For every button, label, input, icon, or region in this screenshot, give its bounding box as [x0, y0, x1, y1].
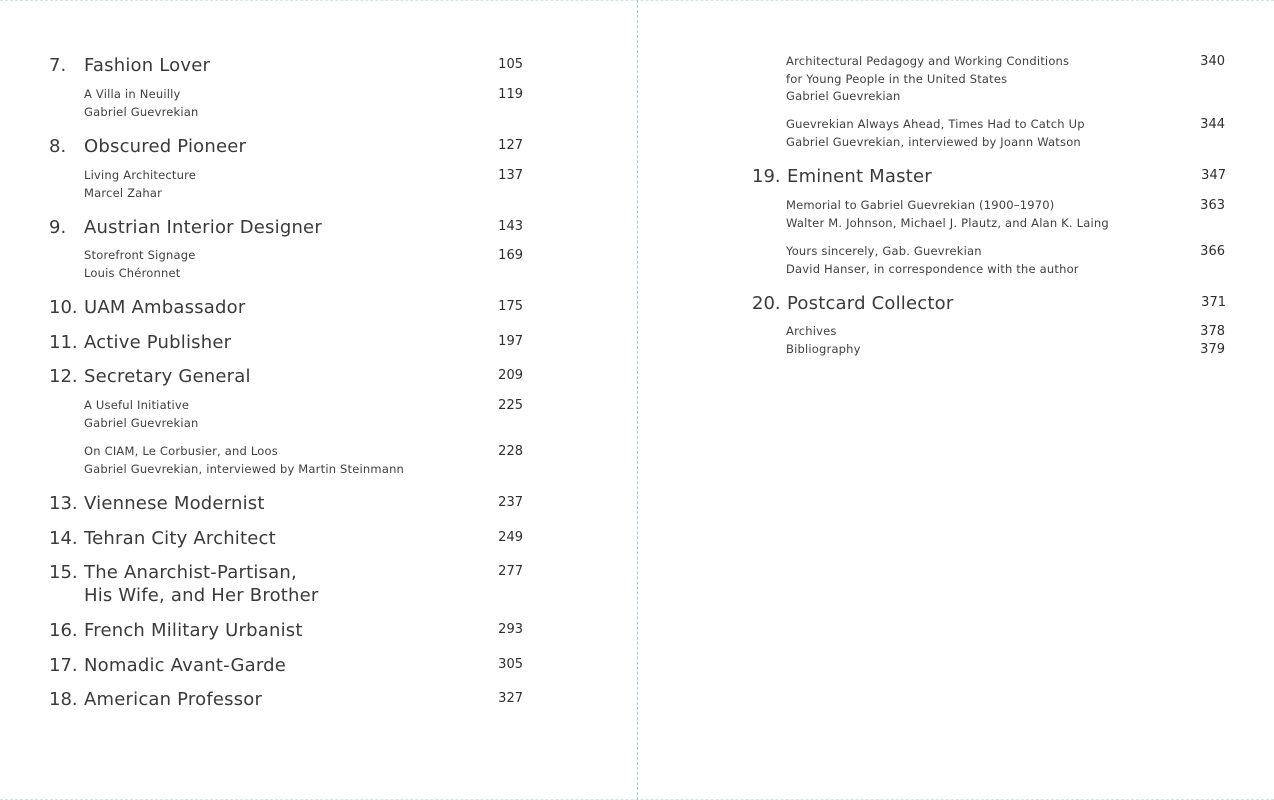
subentry-title: Guevrekian Always Ahead, Times Had to Catch Up	[786, 117, 1085, 131]
subentry-author: Gabriel Guevrekian	[84, 415, 199, 430]
right-page	[638, 0, 1274, 800]
subentry-page: 340	[1200, 54, 1225, 69]
chapter-number: 9.	[49, 217, 67, 238]
chapter-title: Postcard Collector	[787, 293, 954, 314]
subentry-page: 344	[1200, 117, 1225, 132]
subentry-title: Bibliography	[786, 342, 861, 356]
chapter-number: 17.	[49, 655, 78, 676]
chapter-page: 197	[498, 334, 523, 349]
subentry-author: Gabriel Guevrekian, interviewed by Martin Steinmann	[84, 461, 405, 476]
chapter-title: Secretary General	[84, 366, 251, 387]
subentry-page: 366	[1200, 244, 1225, 259]
chapter-page: 175	[498, 299, 523, 314]
chapter-title: Active Publisher	[84, 332, 232, 353]
subentry-title: Yours sincerely, Gab. Guevrekian	[786, 244, 982, 258]
subentry-author: Louis Chéronnet	[84, 265, 181, 280]
chapter-title: Fashion Lover	[84, 55, 211, 76]
chapter-number: 7.	[49, 55, 67, 76]
subentry-author: Gabriel Guevrekian	[84, 104, 199, 119]
chapter-title: Eminent Master	[787, 166, 932, 187]
subentry[interactable]	[84, 86, 523, 121]
chapter-number: 12.	[49, 366, 78, 387]
subentry[interactable]	[786, 197, 1225, 232]
chapter-title: Obscured Pioneer	[84, 136, 247, 157]
subentry-title: Archives	[786, 324, 837, 338]
chapter-page: 209	[498, 368, 523, 383]
chapter-number: 14.	[49, 528, 78, 549]
subentry[interactable]	[786, 53, 1225, 106]
subentry-page: 228	[498, 444, 523, 459]
subentry-author: Walter M. Johnson, Michael J. Plautz, and Alan K. Laing	[786, 215, 1109, 230]
chapter-page: 305	[498, 657, 523, 672]
chapter-number: 15.	[49, 562, 78, 583]
chapter-number: 20.	[752, 293, 781, 314]
chapter-page: 277	[498, 564, 523, 579]
subentry[interactable]	[786, 116, 1225, 151]
chapter-number: 10.	[49, 297, 78, 318]
chapter-page: 347	[1201, 168, 1226, 183]
chapter-title-continued: His Wife, and Her Brother	[84, 585, 319, 606]
subentry-title-continued: for Young People in the United States	[786, 71, 1008, 86]
subentry-page: 169	[498, 248, 523, 263]
chapter-page: 105	[498, 57, 523, 72]
subentry-title: Architectural Pedagogy and Working Conditions	[786, 54, 1070, 68]
subentry-page: 379	[1200, 342, 1225, 357]
chapter-page: 327	[498, 691, 523, 706]
chapter-page: 371	[1201, 295, 1226, 310]
subentry[interactable]	[786, 341, 1225, 359]
subentry-title: A Useful Initiative	[84, 398, 190, 412]
subentry[interactable]	[84, 443, 523, 478]
subentry-page: 225	[498, 398, 523, 413]
subentry-title: Memorial to Gabriel Guevrekian (1900–1970)	[786, 198, 1055, 212]
chapter-number: 18.	[49, 689, 78, 710]
chapter-page: 127	[498, 138, 523, 153]
chapter-number: 8.	[49, 136, 67, 157]
chapter-title: Viennese Modernist	[84, 493, 265, 514]
subentry[interactable]	[84, 167, 523, 202]
subentry-page: 119	[498, 87, 523, 102]
chapter-number: 13.	[49, 493, 78, 514]
chapter-number: 16.	[49, 620, 78, 641]
chapter-title: Nomadic Avant-Garde	[84, 655, 287, 676]
chapter-page: 249	[498, 530, 523, 545]
chapter-number: 19.	[752, 166, 781, 187]
subentry-page: 363	[1200, 198, 1225, 213]
subentry-title: A Villa in Neuilly	[84, 87, 181, 101]
chapter-title: American Professor	[84, 689, 263, 710]
chapter-title: The Anarchist-Partisan,	[84, 562, 297, 583]
chapter-title: UAM Ambassador	[84, 297, 246, 318]
subentry-author: Gabriel Guevrekian, interviewed by Joann Watson	[786, 134, 1081, 149]
chapter-title: French Military Urbanist	[84, 620, 303, 641]
subentry-title: On CIAM, Le Corbusier, and Loos	[84, 444, 278, 458]
subentry[interactable]	[84, 247, 523, 282]
subentry-title: Storefront Signage	[84, 248, 196, 262]
chapter-page: 293	[498, 622, 523, 637]
subentry-author: David Hanser, in correspondence with the author	[786, 261, 1079, 276]
subentry[interactable]	[84, 397, 523, 432]
chapter-page: 237	[498, 495, 523, 510]
subentry-page: 137	[498, 168, 523, 183]
subentry-author: Gabriel Guevrekian	[786, 89, 901, 103]
chapter-page: 143	[498, 219, 523, 234]
chapter-number: 11.	[49, 332, 78, 353]
subentry-title: Living Architecture	[84, 168, 197, 182]
chapter-title: Austrian Interior Designer	[84, 217, 322, 238]
subentry-author: Marcel Zahar	[84, 185, 163, 200]
subentry-page: 378	[1200, 324, 1225, 339]
subentry[interactable]	[786, 323, 1225, 341]
subentry[interactable]	[786, 243, 1225, 278]
chapter-title: Tehran City Architect	[84, 528, 276, 549]
